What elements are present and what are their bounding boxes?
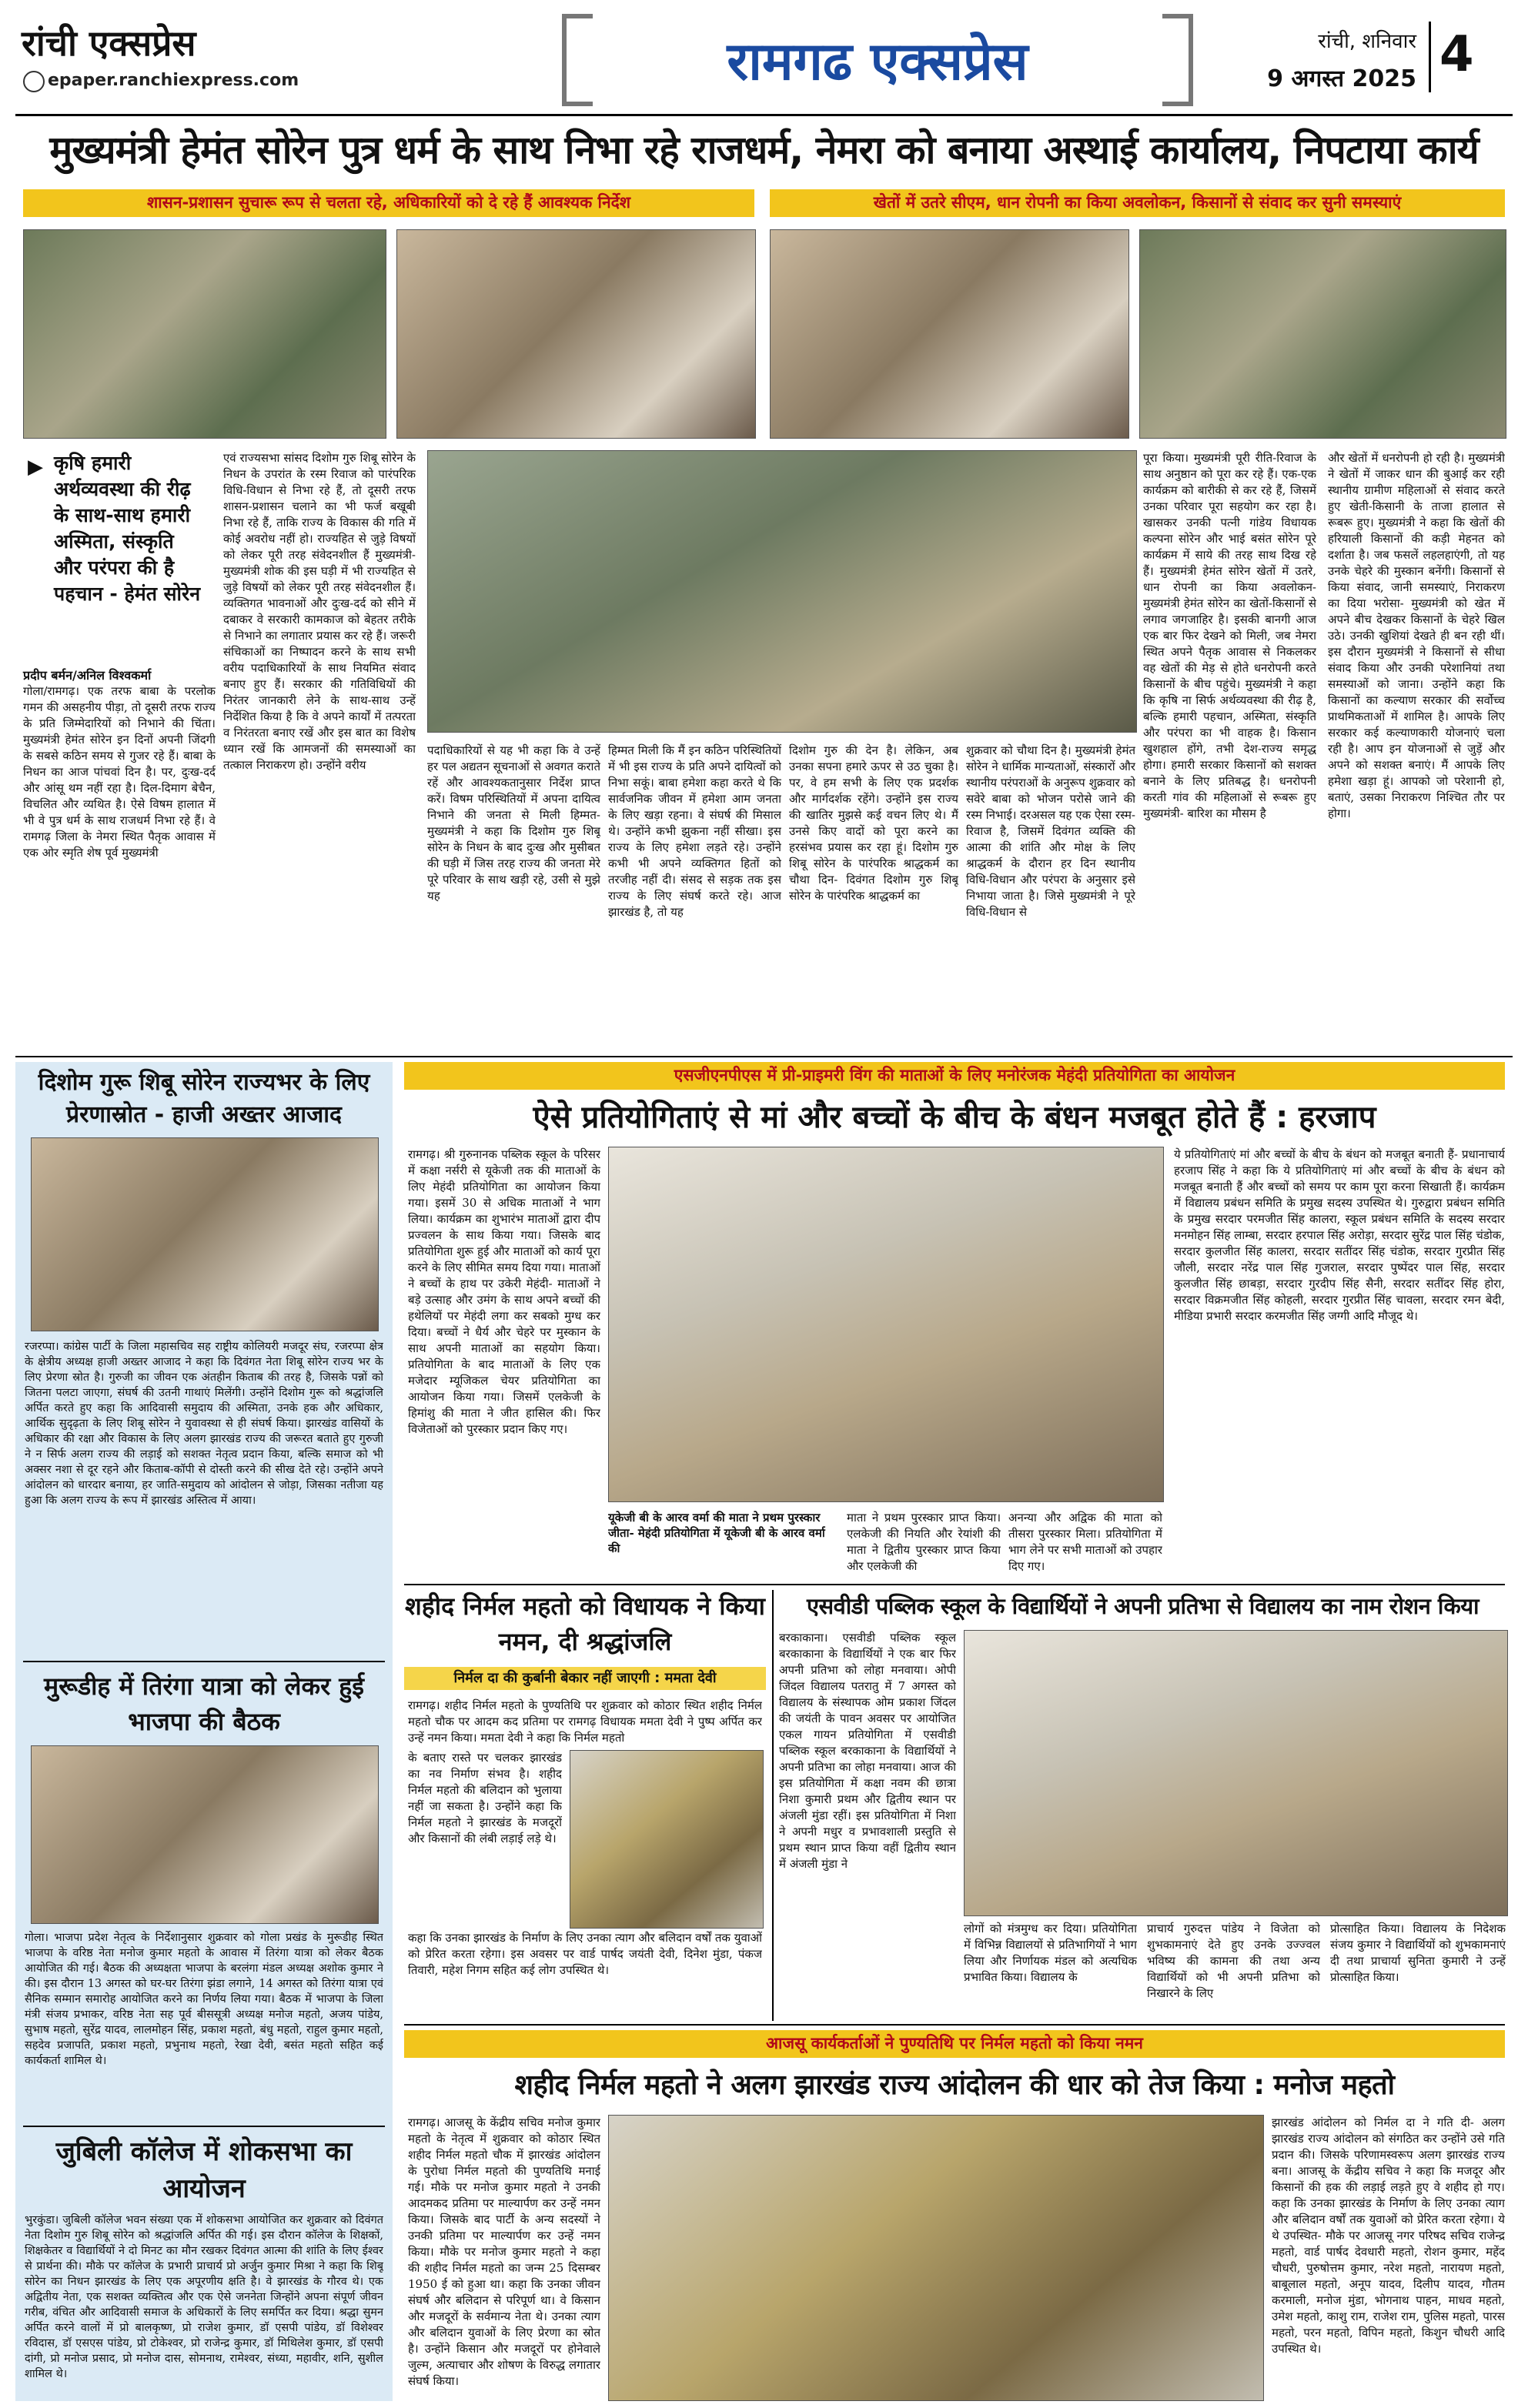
epaper-url[interactable]: epaper.ranchiexpress.com <box>48 71 299 90</box>
sidebar-story2-body: गोला। भाजपा प्रदेश नेतृत्व के निर्देशानुसार शुक्रवार को गोला प्रखंड के मुरूडीह स्थित भाजपा के वरिष्ठ नेता मनोज कुमार महतो के आवास में तिरंगा यात्रा को लेकर बैठक आयोजित की गई। बैठक की अध्यक्षता भाजपा के बरलंगा मंडल अध्यक्ष अशोक कुमार ने की। इस दौरान 13 अगस्त को घर-घर तिरंगा झंडा लगाने, 14 अगस्त को तिरंगा यात्रा एवं सैनिक सम्मान समारोह आयोजित करने का निर्णय लिया गया। बैठक में भाजपा के जिला मंत्री संजय प्रभाकर, वरिष्ठ नेता सह पूर्व बीससूत्री अध्यक्ष मनोज महतो, अजय पांडेय, सुभाष महतो, सुरेंद्र यादव, लालमोहन सिंह, प्रकाश महतो, बंधु महतो, राहुल कुमार महतो, सहदेव प्रजापति, प्रकाश महतो, प्रभुनाथ महतो, रेखा देवी, बसंत महतो सहित कई कार्यकर्ता शामिल थे। <box>25 1932 383 2067</box>
section-bracket-right <box>1162 14 1193 106</box>
nirmal1-body-left: के बताए रास्ते पर चलकर झारखंड का नव निर्माण संभव है। शहीद निर्मल महतो की बलिदान को भुलाया नहीं जा सकता है। उन्होंने कहा कि निर्मल महतो ने झारखंड के मजदूरों और किसानों की लंबी लड़ाई लड़े थे। <box>408 1751 562 1845</box>
page-number-divider <box>1429 22 1431 92</box>
lead-column-4: हिम्मत मिली कि मैं इन कठिन परिस्थितियों में भी इस राज्य के प्रति अपने दायित्वों को निभा सकूं। बाबा हमेशा कहा करते थे कि सार्वजनिक जीवन में हमेशा आम जनता के लिए खड़ा रहना। वे संघर्ष की मिसाल थे। उन्होंने कभी झुकना नहीं सीखा। इस राज्य के लिए हमेशा लड़ते रहे। उन्होंने कभी भी अपने व्यक्तिगत हितों को तरजीह नहीं दी। संसद से सड़क तक इस राज्य के लिए संघर्ष करते रहे। आज झारखंड है, तो यह <box>608 743 781 919</box>
svd-body-left: बरकाकाना। एसवीडी पब्लिक स्कूल बरकाकाना के विद्यार्थियों ने एक बार फिर अपनी प्रतिभा को लोहा मनवाया। ओपी जिंदल विद्यालय पतरातु में 7 अगस्त को विद्यालय के संस्थापक ओम प्रकाश जिंदल की जयंती के पावन अवसर पर आयोजित एकल गायन प्रतियोगिता में एसवीडी पब्लिक स्कूल बरकाकाना के विद्यार्थियों ने अपनी प्रतिभा का लोहा मनवाया। आज की इस प्रतियोगिता में कक्षा नवम की छात्रा निशा कुमारी प्रथम और द्वितीय स्थान पर अंजली मुंडा रहीं। इस प्रतियोगिता में निशा ने अपनी मधुर व प्रभावशाली प्रस्तुति से प्रथम स्थान प्राप्त किया वहीं द्वितीय स्थान में अंजली मुंडा ने <box>779 1631 956 1871</box>
sidebar-story3-headline: जुबिली कॉलेज में शोकसभा का आयोजन <box>55 2136 353 2204</box>
photo-cm-office-files <box>770 229 1129 439</box>
lead-bottom-rule <box>15 1056 1513 1057</box>
dateline-date: 9 अगस्त 2025 <box>1267 65 1416 92</box>
nirmal2-body-right: झारखंड आंदोलन को निर्मल दा ने गति दी- अलग झारखंड राज्य आंदोलन को संगठित कर उन्होंने उसे गति प्रदान की। जिसके परिणामस्वरूप अलग झारखंड राज्य बना। आजसू के केंद्रीय सचिव ने कहा कि मजदूर और किसानों की हक की लड़ाई लड़ते हुए वे शहीद हो गए। कहा कि उनका झारखंड के निर्माण के लिए उनका त्याग और बलिदान वर्षों तक युवाओं को प्रेरित करता रहेगा। ये थे उपस्थित- मौके पर आजसू नगर परिषद सचिव राजेन्द्र महतो, वार्ड पार्षद देवधारी महतो, रोशन कुमार, महेंद चौधरी, पुरुषोत्तम कुमार, नरेश महतो, नारायण महतो, बाबूलाल महतो, अनूप यादव, दिलीप यादव, गौतम करमाली, मनोज मुंडा, भोगनाथ पाहन, माधव महतो, उमेश महतो, काशु राम, राजेश राम, पुलिस महतो, पारस महतो, परन महतो, विपिन महतो, किशुन चौधरी आदि उपस्थित थे। <box>1272 2116 1505 2356</box>
svd-body-mid1: लोगों को मंत्रमुग्ध कर दिया। प्रतियोगिता में विभिन्न विद्यालयों से प्रतिभागियों ने भाग लिया और निर्णायक मंडल को अत्यधिक प्रभावित किया। विद्यालय के <box>964 1922 1137 1984</box>
mehndi-body-right: ये प्रतियोगिताएं मां और बच्चों के बीच के बंधन को मजबूत बनाती हैं- प्रधानाचार्य हरजाप सिंह ने कहा कि ये प्रतियोगिताएं मां और बच्चों के बीच के बंधन को मजबूत बनाती हैं और बच्चों को समय पर काम पूरा करना सिखाती हैं। कार्यक्रम में विद्यालय प्रबंधन समिति के प्रमुख सदस्य उपस्थित थे। गुरुद्वारा प्रबंधन समिति के प्रमुख सरदार परमजीत सिंह कालरा, स्कूल प्रबंधन समिति के सदस्य सरदार मनमोहन सिंह लाम्बा, सरदार हरपाल सिंह अरोड़ा, सरदार सुरेंद्र पाल सिंह चंडोक, सरदार कुलजीत सिंह कालरा, सरदार सतींदर सिंह चंडोक, सरदार गुरप्रीत सिंह जौली, सरदार नरेंद्र पाल सिंह गुजराल, सरदार पुष्पेंदर पाल सिंह, सरदार कुलजीत सिंह छाबड़ा, सरदार गुरदीप सिंह सैनी, सरदार सतींदर सिंह होरा, सरदार विक्रमजीत सिंह कोहली, सरदार गुरप्रीत सिंह चावला, सरदार रमन बेदी, मीडिया प्रभारी सरदार करमजीत सिंह जग्गी आदि मौजूद थे। <box>1174 1147 1505 1323</box>
photo-cm-leaf-plates <box>23 229 386 439</box>
mehndi-body-mid1: माता ने प्रथम पुरस्कार प्राप्त किया। एलकेजी की नियति और रेयांशी की माता ने द्वितीय पुरस्कार प्राप्त किया और एलकेजी की <box>847 1511 1001 1573</box>
lead-subhead-right: खेतों में उतरे सीएम, धान रोपनी का किया अवलोकन, किसानों से संवाद कर सुनी समस्याएं <box>770 189 1505 217</box>
svd-body-mid2: प्राचार्य गुरुदत्त पांडेय ने विजेता को शुभकामनाएं देते हुए उनके उज्ज्वल भविष्य की कामना की तथा अन्य विद्यार्थियों को भी अपनी प्रतिभा को निखारने के लिए <box>1147 1922 1320 2000</box>
lead-column-5: दिशोम गुरु की देन है। लेकिन, अब उनका सपना हमारे ऊपर से उठ चुका है। पर, वे हम सभी के लिए एक प्रदर्शक और मार्गदर्शक रहेंगे। उन्होंने इस राज्य की खातिर मुझसे कई वचन लिए थे। मैं उनसे किए वादों को पूरा करने का हरसंभव प्रयास कर रहा हूं। दिशोम गुरु शिबू सोरेन के पारंपरिक श्राद्धकर्म का चौथा दिन- दिवंगत दिशोम गुरु शिबू सोरेन के पारंपरिक श्राद्धकर्म का <box>789 743 958 903</box>
photo-cm-paddy-field <box>427 450 1137 733</box>
nirmal2-body-left: रामगढ़। आजसू के केंद्रीय सचिव मनोज कुमार महतो के नेतृत्व में शुक्रवार को कोठार स्थित शहीद निर्मल महतो चौक में झारखंड आंदोलन के पुरोधा निर्मल महतो की पुण्यतिथि मनाई गई। मौके पर मनोज कुमार महतो ने उनकी आदमकद प्रतिमा पर माल्यार्पण कर उन्हें नमन किया। जिसके बाद पार्टी के अन्य सदस्यों ने उनकी प्रतिमा पर माल्यार्पण कर उन्हें नमन किया। मौके पर मनोज कुमार महतो ने कहा की शहीद निर्मल महतो का जन्म 25 दिसम्बर 1950 ई को हुआ था। कहा कि उनका जीवन संघर्ष और बलिदान से परिपूर्ण था। वे किसान और मजदूरों के सर्वमान्य नेता थे। उनका त्याग और बलिदान युवाओं के लिए प्रेरणा का स्रोत है। उन्होंने किसान और मजदूरों पर होनेवाले जुल्म, अत्याचार और शोषण के विरुद्ध लगातार संघर्ष किया। <box>408 2116 600 2388</box>
section-bracket-left <box>562 14 593 106</box>
nirmal2-banner: आजसू कार्यकर्ताओं ने पुण्यतिथि पर निर्मल महतो को किया नमन <box>404 2030 1505 2058</box>
svd-headline: एसवीडी पब्लिक स्कूल के विद्यार्थियों ने अपनी प्रतिभा से विद्यालय का नाम रोशन किया <box>806 1593 1480 1619</box>
photo-cm-fields-walk <box>1139 229 1506 439</box>
svd-body-mid3: प्रोत्साहित किया। विद्यालय के निदेशक संजय कुमार ने विद्यार्थियों को शुभकामनाएं दी तथा प्राचार्या सुनिता कुमारी ने उन्हें प्रोत्साहित किया। <box>1330 1922 1506 1984</box>
lead-column-1: गोला/रामगढ़। एक तरफ बाबा के परलोक गमन की असहनीय पीड़ा, तो दूसरी तरफ राज्य के प्रति जिम्मेदारियों को निभाने की चिंता। मुख्यमंत्री हेमंत सोरेन इन दिनों अपनी जिंदगी के सबसे कठिन समय से गुजर रहे हैं। बाबा के निधन का आज पांचवां दिन है। पर, दुःख-दर्द और आंसू थम नहीं रहा है। दिल-दिमाग बेचैन, विचलित और व्यथित है। ऐसे विषम हालात में भी वे पुत्र धर्म के साथ राजधर्म निभा रहे हैं। वे रामगढ़ जिला के नेमरा स्थित पैतृक आवास में एक ओर स्मृति शेष पूर्व मुख्यमंत्री <box>23 684 216 860</box>
photo-haji-akhtar <box>31 1137 379 1331</box>
nirmal1-subhead: निर्मल दा की कुर्बानी बेकार नहीं जाएगी : ममता देवी <box>404 1667 766 1690</box>
section-title: रामगढ एक्सप्रेस <box>727 32 1028 92</box>
mehndi-banner: एसजीएनपीएस में प्री-प्राइमरी विंग की माताओं के लिए मनोरंजक मेहंदी प्रतियोगिता का आयोजन <box>404 1062 1505 1090</box>
globe-icon <box>23 71 45 92</box>
lead-column-8: और खेतों में धनरोपनी हो रही है। मुख्यमंत्री ने खेतों में जाकर धान की बुआई कर रही स्थानीय ग्रामीण महिलाओं से संवाद करते हुए खेती-किसानी के ताजा हालात से रूबरू हुए। मुख्यमंत्री ने कहा कि खेतों की हरियाली किसानों की कड़ी मेहनत को दर्शाता है। जब फसलें लहलहाएंगी, तो यह उनके चेहरे की मुस्कान बनेंगी। किसानों से किया संवाद, जानी समस्याएं, निराकरण का दिया भरोसा- मुख्यमंत्री को खेत में अपने बीच देखकर किसानों के चेहरे खिल उठे। उनकी खुशियां देखते ही बन रही थीं। इस दौरान मुख्यमंत्री ने किसानों से सीधा संवाद किया और उनकी परेशानियां तथा समस्याओं को जाना। उन्होंने कहा कि किसानों का कल्याण सरकार की सर्वोच्च प्राथमिकताओं में शामिल है। आपके लिए सरकार कई कल्याणकारी योजनाएं चला रही है। आप इन योजनाओं से जुड़ें और अपने को सशक्त बनाएं। मैं आपके लिए हमेशा खड़ा हूं। आपको जो परेशानी हो, बताएं, उसका निराकरण निश्चित तौर पर होगा। <box>1328 451 1505 820</box>
dateline-city: रांची, शनिवार <box>1318 30 1416 53</box>
lead-column-7: पूरा किया। मुख्यमंत्री पूरी रीति-रिवाज के साथ अनुष्ठान को पूरा कर रहे हैं। एक-एक कार्यक्रम को बारीकी से कर रहे हैं, जिसमें उनका परिवार पूरा सहयोग कर रहा है। खासकर उनकी पत्नी गांडेय विधायक कल्पना सोरेन और भाई बसंत सोरेन पूरे कार्यक्रम में साये की तरह साथ दिख रहे हैं। मुख्यमंत्री हेमंत सोरेन खेतों में उतरे, धान रोपनी का किया अवलोकन- मुख्यमंत्री हेमंत सोरेन का खेतों-किसानों से लगाव जगजाहिर है। इसकी बानगी आज एक बार फिर देखने को मिली, जब नेमरा स्थित अपने पैतृक आवास से निकलकर वह खेतों की मेड़ से होते धनरोपनी करते किसानों के बीच पहुंचे। मुख्यमंत्री ने कहा कि कृषि ना सिर्फ अर्थव्यवस्था की रीढ़ है, बल्कि हमारी पहचान, अस्मिता, संस्कृति और परंपरा का भी वाहक है। किसान खुशहाल होंगे, तभी देश-राज्य समृद्ध होगा। हमारी सरकार किसानों को सशक्त बनाने के लिए प्रतिबद्ध है। धनरोपनी करती गांव की महिलाओं से रूबरू हुए मुख्यमंत्री- बारिश का मौसम है <box>1143 451 1316 820</box>
sidebar-story3-body: भुरकुंडा। जुबिली कॉलेज भवन संख्या एक में शोकसभा आयोजित कर शुक्रवार को दिवंगत नेता दिशोम गुरु शिबू सोरेन को श्रद्धांजलि अर्पित की गई। इस दौरान कॉलेज के शिक्षकों, शिक्षकेतर व विद्यार्थियों ने दो मिनट का मौन रखकर दिवंगत आत्मा की शांति के लिए ईश्वर से प्रार्थना की। मौके पर कॉलेज के प्रभारी प्राचार्य प्रो अर्जुन कुमार मिश्रा ने कहा कि शिबू सोरेन का निधन झारखंड के लिए एक अपूरणीय क्षति है। वे झारखंड के गौरव थे। एक अद्वितीय नेता, एक सशक्त व्यक्तित्व और एक ऐसे जननेता जिन्होंने अपना संपूर्ण जीवन गरीब, वंचित और आदिवासी समाज के अधिकारों के लिए समर्पित कर दिया। श्रद्धा सुमन अर्पित करने वालों में प्रो बालकृष्ण, प्रो राजेश कुमार, डॉ एसपी पांडेय, डॉ विशेश्वर रविदास, डॉ एसएस पांडेय, प्रो टोकेश्वर, प्रो राजेन्द्र कुमार, डॉ मिथिलेश कुमार, डॉ एसपी दांगी, प्रो मनोज प्रसाद, प्रो मनोज दास, सोमनाथ, रामेश्वर, संध्या, महावीर, शनि, सुशील शामिल थे। <box>25 2214 383 2380</box>
byline: प्रदीप बर्मन/अनिल विश्वकर्मा <box>23 668 152 683</box>
lead-headline: मुख्यमंत्री हेमंत सोरेन पुत्र धर्म के साथ निभा रहे राजधर्म, नेमरा को बनाया अस्थाई कार्यालय, निपटाया कार्य <box>49 128 1479 172</box>
lead-column-3: पदाधिकारियों से यह भी कहा कि वे उन्हें हर पल अद्यतन सूचनाओं से अवगत कराते रहें और आवश्यकतानुसार निर्देश प्राप्त करें। विषम परिस्थितियों में अपना दायित्व निभाने की जनता से मिली हिम्मत- मुख्यमंत्री ने कहा कि दिशोम गुरु शिबू सोरेन के निधन के बाद दुःख और मुसीबत की घड़ी में जिस तरह राज्य की जनता मेरे पूरे परिवार के साथ खड़ी रहे, उसी से मुझे यह <box>427 743 600 903</box>
photo-ajsu-statue <box>608 2115 1264 2401</box>
quote-marker-icon: ▶ <box>28 456 43 479</box>
sidebar-story1-body: रजरप्पा। कांग्रेस पार्टी के जिला महासचिव सह राष्ट्रीय कोलियरी मजदूर संघ, रजरप्पा क्षेत्र के क्षेत्रीय अध्यक्ष हाजी अख्तर आजाद ने कहा कि दिवंगत नेता शिबू सोरेन राज्य भर के लिए प्रेरणा स्रोत है। गुरुजी का जीवन एक अंतहीन किताब की तरह है, जिसके पन्नों को जितना पलटा जाएगा, संघर्ष की उतनी गाथाएं मिलेंगी। उन्होंने दिशोम गुरू को श्रद्धांजलि अर्पित करते हुए कहा कि आदिवासी समुदाय की अस्मिता, उनके हक और अधिकार, आर्थिक सुदृढ़ता के लिए शिबू सोरेन ने युवावस्था से ही संघर्ष किया। झारखंड वासियों के अधिकार की रक्षा और विकास के लिए अलग झारखंड राज्य की जरूरत बताते हुए गुरुजी ने न सिर्फ अलग राज्य की लड़ाई को सशक्त नेतृत्व प्रदान किया, बल्कि समाज को भी अक्सर नशा से दूर रहने और किताब-कॉपी से दोस्ती करने की सीख देते रहे। उन्होंने अपने आंदोलन को धारदार बनाया, हर जाति-समुदाय को आंदोलन से जोड़ा, जिसका नतीजा यह हुआ कि अलग राज्य के रूप में झारखंड अस्तित्व में आया। <box>25 1341 383 1507</box>
mehndi-bottom-rule <box>404 1584 1505 1585</box>
mehndi-headline: ऐसे प्रतियोगिताएं से मां और बच्चों के बीच के बंधन मजबूत होते हैं : हरजाप <box>533 1100 1376 1135</box>
lead-subhead-left: शासन-प्रशासन सुचारू रूप से चलता रहे, अधिकारियों को दे रहे हैं आवश्यक निर्देश <box>23 189 754 217</box>
lead-column-2: एवं राज्यसभा सांसद दिशोम गुरु शिबू सोरेन के निधन के उपरांत के रस्म रिवाज को पारंपरिक विधि-विधान से निभा रहे हैं, तो दूसरी तरफ शासन-प्रशासन चलाने का भी फर्ज बखूबी निभा रहे हैं, ताकि राज्य के विकास की गति में कोई अवरोध नहीं हो। राज्यहित से जुड़े विषयों को लेकर पूरी तरह संवेदनशील हैं मुख्यमंत्री- मुख्यमंत्री शोक की इस घड़ी में भी राज्यहित से जुड़े विषयों को लेकर पूरी तरह संवेदनशील हैं। व्यक्तिगत भावनाओं और दुःख-दर्द को सीने में दबाकर वे सरकारी कामकाज को बेहतर तरीके से निभाने का लगातार प्रयास कर रहे हैं। जरूरी संचिकाओं का निष्पादन करने के साथ सभी वरीय पदाधिकारियों के साथ नियमित संवाद बनाए हुए हैं। सरकार की गतिविधियों की निरंतर जानकारी लेने के साथ-साथ उन्हें निर्देशित किया है कि वे अपने कार्यों में तत्परता व निरंतरता बनाए रखें और इस बात का विशेष ध्यान रखें कि आमजनों की समस्याओं का तत्काल निराकरण हो। उन्होंने वरीय <box>223 451 416 772</box>
page-number: 4 <box>1439 26 1474 83</box>
paper-logo: रांची एक्सप्रेस <box>22 22 196 64</box>
mehndi-body-left: रामगढ़। श्री गुरुनानक पब्लिक स्कूल के परिसर में कक्षा नर्सरी से यूकेजी तक की माताओं के लिए मेहंदी प्रतियोगिता का आयोजन किया गया। इसमें 30 से अधिक माताओं ने भाग लिया। कार्यक्रम का शुभारंभ माताओं द्वारा दीप प्रज्वलन के साथ किया गया। जिसके बाद प्रतियोगिता शुरू हुई और माताओं को कार्य पूरा करने के लिए सीमित समय दिया गया। माताओं ने बच्चों के हाथ पर उकेरी मेहंदी- माताओं ने बड़े उत्साह और उमंग के साथ अपने बच्चों की हथेलियों पर मेहंदी लगा कर सबको मुग्ध कर दिया। बच्चों ने धैर्य और चेहरे पर मुस्कान के साथ अपनी माताओं का सहयोग किया। प्रतियोगिता के बाद माताओं के लिए एक मजेदार म्यूजिकल चेयर प्रतियोगिता का आयोजन किया गया। जिसमें एलकेजी के हिमांशु की माता ने जीत हासिल की। फिर विजेताओं को पुरस्कार प्रदान किए गए। <box>408 1147 600 1436</box>
nirmal1-headline: शहीद निर्मल महतो को विधायक ने किया नमन, दी श्रद्धांजलि <box>405 1591 765 1656</box>
photo-mla-tribute <box>570 1750 764 1929</box>
mehndi-body-mid2: अनन्या और अद्विक की माता को तीसरा पुरस्कार मिला। प्रतियोगिता में भाग लेने पर सभी माताओं को उपहार दिए गए। <box>1008 1511 1162 1573</box>
nirmal1-body-bottom: कहा कि उनका झारखंड के निर्माण के लिए उनका त्याग और बलिदान वर्षों तक युवाओं को प्रेरित करता रहेगा। इस अवसर पर वार्ड पार्षद जयंती देवी, दिनेश मुंडा, पंकज तिवारी, महेश निगम सहित कई लोग उपस्थित थे। <box>408 1931 762 1977</box>
column-divider <box>772 1590 774 2021</box>
nirmal2-headline: शहीद निर्मल महतो ने अलग झारखंड राज्य आंदोलन की धार को तेज किया : मनोज महतो <box>514 2069 1395 2101</box>
photo-svd-award <box>964 1630 1508 1916</box>
nirmal1-body-top: रामगढ़। शहीद निर्मल महतो के पुण्यतिथि पर शुक्रवार को कोठार स्थित शहीद निर्मल महतो चौक पर आदम कद प्रतिमा पर रामगढ़ विधायक ममता देवी ने पुष्प अर्पित कर उन्हें नमन किया। ममता देवी ने कहा कि निर्मल महतो <box>408 1698 762 1745</box>
sidebar-divider-2 <box>23 2126 385 2127</box>
mehndi-photo-caption: यूकेजी बी के आरव वर्मा की माता ने प्रथम पुरस्कार जीता- मेहंदी प्रतियोगिता में यूकेजी बी के आरव वर्मा की <box>608 1511 825 1555</box>
svd-bottom-rule <box>404 2024 1505 2026</box>
masthead <box>0 0 1528 108</box>
lead-column-6: शुक्रवार को चौथा दिन है। मुख्यमंत्री हेमंत सोरेन ने धार्मिक मान्यताओं, संस्कारों और स्थानीय परंपराओं के अनुरूप शुक्रवार को सवेरे बाबा को भोजन परोसे जाने की रस्म निभाई। दरअसल यह एक ऐसा रस्म-रिवाज है, जिसमें दिवंगत व्यक्ति की आत्मा की शांति और मोक्ष के लिए श्राद्धकर्म के दौरान हर दिन स्थानीय विधि-विधान और परंपरा के अनुसार इसे निभाया जाता है। जिसे मुख्यमंत्री ने पूरे विधि-विधान से <box>966 743 1135 919</box>
sidebar-divider-1 <box>23 1661 385 1662</box>
lead-pull-quote: कृषि हमारी अर्थव्यवस्था की रीढ़ के साथ-साथ हमारी अस्मिता, संस्कृति और परंपरा की है पहचान - हेमंत सोरेन <box>54 452 201 605</box>
photo-mehndi-children <box>608 1147 1164 1502</box>
photo-cm-ritual <box>396 229 756 439</box>
photo-bjp-meeting <box>31 1745 379 1924</box>
sidebar-story2-headline: मुरूडीह में तिरंगा यात्रा को लेकर हुई भाजपा की बैठक <box>43 1672 365 1736</box>
masthead-rule <box>15 114 1513 116</box>
sidebar-story1-headline: दिशोम गुरू शिबू सोरेन राज्यभर के लिए प्रेरणास्रोत - हाजी अख्तर आजाद <box>38 1069 370 1128</box>
